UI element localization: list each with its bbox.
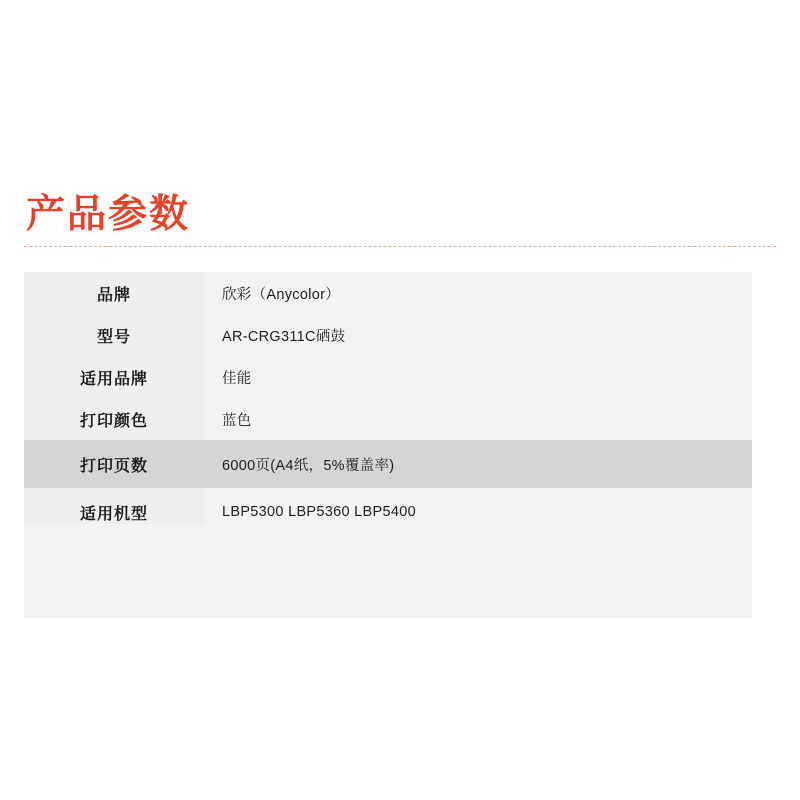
spec-value: AR-CRG311C硒鼓 [204, 314, 752, 356]
section-header [24, 192, 776, 247]
table-row [24, 272, 752, 314]
table-row [24, 398, 752, 440]
spec-value: 佳能 [204, 356, 752, 398]
spec-label: 型号 [24, 314, 204, 356]
spec-label: 适用机型 [24, 488, 204, 536]
page-title: 产品参数 [26, 193, 191, 236]
spec-label: 品牌 [24, 272, 204, 314]
table-footer-space [24, 524, 752, 618]
title-divider [24, 246, 776, 247]
spec-value: 6000页(A4纸，5%覆盖率) [204, 440, 752, 488]
spec-value: 欣彩（Anycolor） [204, 272, 752, 314]
table-row [24, 440, 752, 488]
spec-value: 蓝色 [204, 398, 752, 440]
spec-label: 打印页数 [24, 440, 204, 488]
spec-label: 适用品牌 [24, 356, 204, 398]
specification-table [24, 272, 752, 536]
table-row [24, 356, 752, 398]
table-row [24, 314, 752, 356]
spec-label: 打印颜色 [24, 398, 204, 440]
spec-value: LBP5300 LBP5360 LBP5400 [204, 488, 752, 536]
